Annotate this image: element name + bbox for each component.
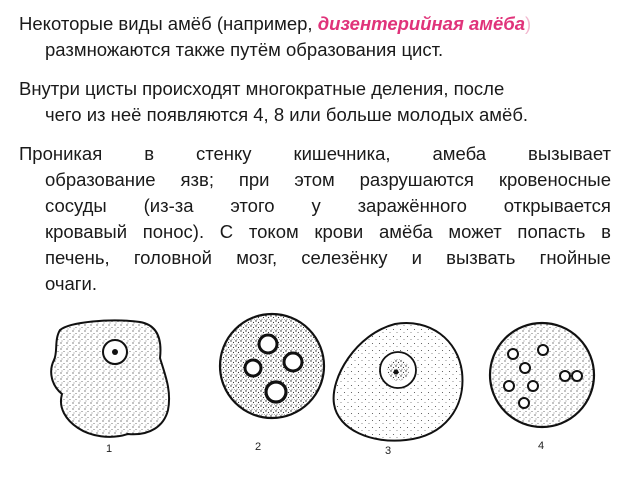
paragraph-line xyxy=(19,219,611,245)
word: селезёнку xyxy=(301,247,388,268)
word: крови xyxy=(314,221,364,242)
word: понос). xyxy=(142,221,205,242)
amoeba-precyst-stage-3 xyxy=(334,323,463,441)
word: током xyxy=(248,221,299,242)
word: кишечника, xyxy=(293,143,391,164)
word: заражённого xyxy=(357,195,467,216)
word: вызвать xyxy=(446,247,516,268)
word: этом xyxy=(294,169,335,190)
word: стенку xyxy=(195,143,252,164)
word: (из-за xyxy=(143,195,194,216)
word: язв; xyxy=(180,169,214,190)
word: при xyxy=(238,169,270,190)
word: может xyxy=(448,221,502,242)
figure-label-3: 3 xyxy=(385,445,392,457)
highlighted-term: дизентерийная амёба xyxy=(317,13,526,34)
figure-label-1: 1 xyxy=(106,443,113,455)
word: у xyxy=(311,195,321,216)
word: вызывает xyxy=(528,143,611,164)
amoeba-drawings xyxy=(0,300,640,480)
paragraph-line: очаги. xyxy=(45,273,98,294)
word: в xyxy=(601,221,611,242)
word: разрушаются xyxy=(359,169,474,190)
word: и xyxy=(411,247,422,268)
amoeba-illustration xyxy=(0,300,640,480)
amoeba-trophozoite xyxy=(51,320,169,436)
amoeba-cyst-stage-4 xyxy=(490,323,594,427)
paragraph-line xyxy=(19,141,611,167)
word: мозг, xyxy=(236,247,278,268)
word: кровеносные xyxy=(498,169,611,190)
word: кровавый xyxy=(45,221,128,242)
word: в xyxy=(144,143,155,164)
word: С xyxy=(219,221,234,242)
amoeba-cyst-stage-2 xyxy=(220,314,324,418)
word: попасть xyxy=(517,221,586,242)
word: открывается xyxy=(503,195,611,216)
paragraph-line xyxy=(19,193,611,219)
word: образование xyxy=(45,169,156,190)
figure-label-4: 4 xyxy=(538,440,545,452)
paragraph-pathology xyxy=(19,141,611,297)
word: амеба xyxy=(432,143,487,164)
word: сосуды xyxy=(45,195,107,216)
paragraph-line: размножаются также путём образования цист. xyxy=(45,39,444,60)
word: гнойные xyxy=(539,247,611,268)
paragraph-line xyxy=(19,167,611,193)
word: Проникая xyxy=(19,143,103,164)
paragraph-line: чего из неё появляются 4, 8 или больше молодых амёб. xyxy=(45,104,529,125)
paragraph-line: Внутри цисты происходят многократные деления, после xyxy=(19,78,505,99)
word: этого xyxy=(230,195,275,216)
paragraph-division xyxy=(19,76,611,128)
paragraph-line: Некоторые виды амёб (например, дизентерийная амёба) xyxy=(19,13,532,34)
paragraph-cyst-formation xyxy=(19,11,611,63)
paragraph-line xyxy=(19,245,611,271)
word: печень, xyxy=(45,247,110,268)
word: амёба xyxy=(378,221,433,242)
figure-label-2: 2 xyxy=(255,441,262,453)
word: головной xyxy=(133,247,212,268)
